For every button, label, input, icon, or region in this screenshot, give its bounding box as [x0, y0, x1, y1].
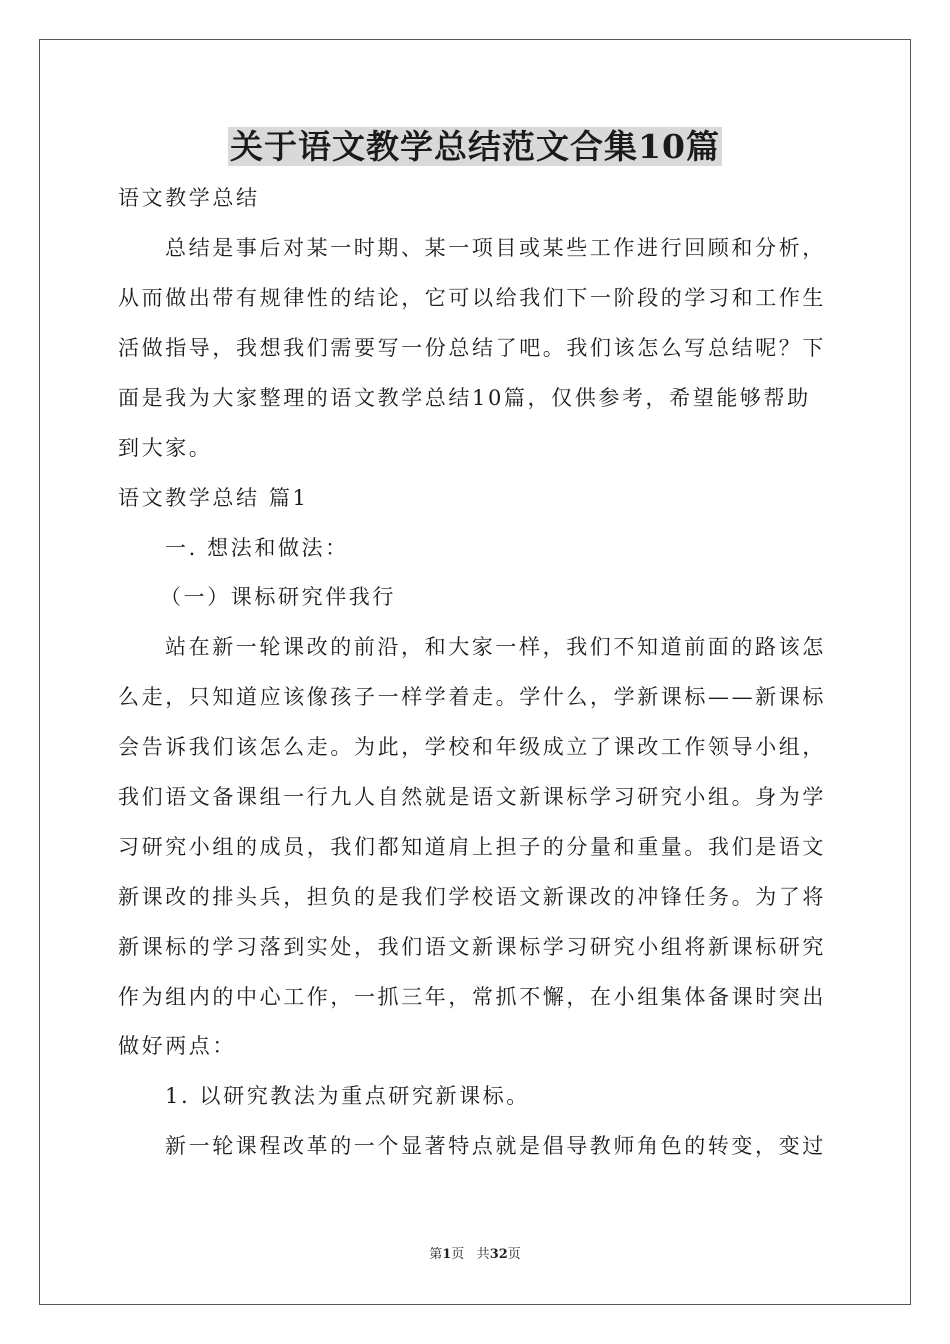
total-prefix: 共 [476, 1247, 490, 1262]
paragraph-line: 作为组内的中心工作，一抓三年，常抓不懈，在小组集体备课时突出 [118, 985, 826, 1009]
paragraph-line: 新课标的学习落到实处，我们语文新课标学习研究小组将新课标研究 [118, 935, 826, 959]
document-title-text: 关于语文教学总结范文合集10篇 [230, 127, 720, 166]
paragraph-line: 活做指导，我想我们需要写一份总结了吧。我们该怎么写总结呢？下 [118, 336, 826, 360]
total-pages: 32 [489, 1247, 508, 1262]
paragraph-line: 总结是事后对某一时期、某一项目或某些工作进行回顾和分析， [165, 236, 826, 260]
numbered-point-1: 1. 以研究教法为重点研究新课标。 [165, 1084, 530, 1108]
paragraph-line: 新课改的排头兵，担负的是我们学校语文新课改的冲锋任务。为了将 [118, 885, 826, 909]
paragraph-line: 习研究小组的成员，我们都知道肩上担子的分量和重量。我们是语文 [118, 835, 826, 859]
paragraph-line: 会告诉我们该怎么走。为此，学校和年级成立了课改工作领导小组， [118, 735, 826, 759]
section-heading-summary: 语文教学总结 [118, 186, 260, 210]
section-heading-part1: 语文教学总结 篇1 [118, 486, 309, 510]
page-number: 1 [442, 1247, 452, 1262]
document-title [0, 124, 950, 170]
page-footer [0, 1246, 950, 1264]
paragraph-line: 到大家。 [118, 436, 213, 460]
total-suffix: 页 [507, 1247, 521, 1262]
paragraph-line: 新一轮课程改革的一个显著特点就是倡导教师角色的转变，变过 [165, 1134, 826, 1158]
page-suffix: 页 [451, 1247, 465, 1262]
paragraph-line: 从而做出带有规律性的结论，它可以给我们下一阶段的学习和工作生 [118, 286, 826, 310]
paragraph-line: 做好两点： [118, 1034, 236, 1058]
page-prefix: 第 [429, 1247, 443, 1262]
paragraph-line: 我们语文备课组一行九人自然就是语文新课标学习研究小组。身为学 [118, 785, 826, 809]
paragraph-line: 面是我为大家整理的语文教学总结10篇，仅供参考，希望能够帮助 [118, 386, 811, 410]
page-border [39, 39, 911, 1305]
paragraph-line: 站在新一轮课改的前沿，和大家一样，我们不知道前面的路该怎 [165, 635, 826, 659]
paragraph-line: 么走，只知道应该像孩子一样学着走。学什么，学新课标——新课标 [118, 685, 826, 709]
subheading-ideas-methods: 一. 想法和做法： [165, 536, 349, 560]
subheading-curriculum-study: （一）课标研究伴我行 [160, 585, 396, 609]
